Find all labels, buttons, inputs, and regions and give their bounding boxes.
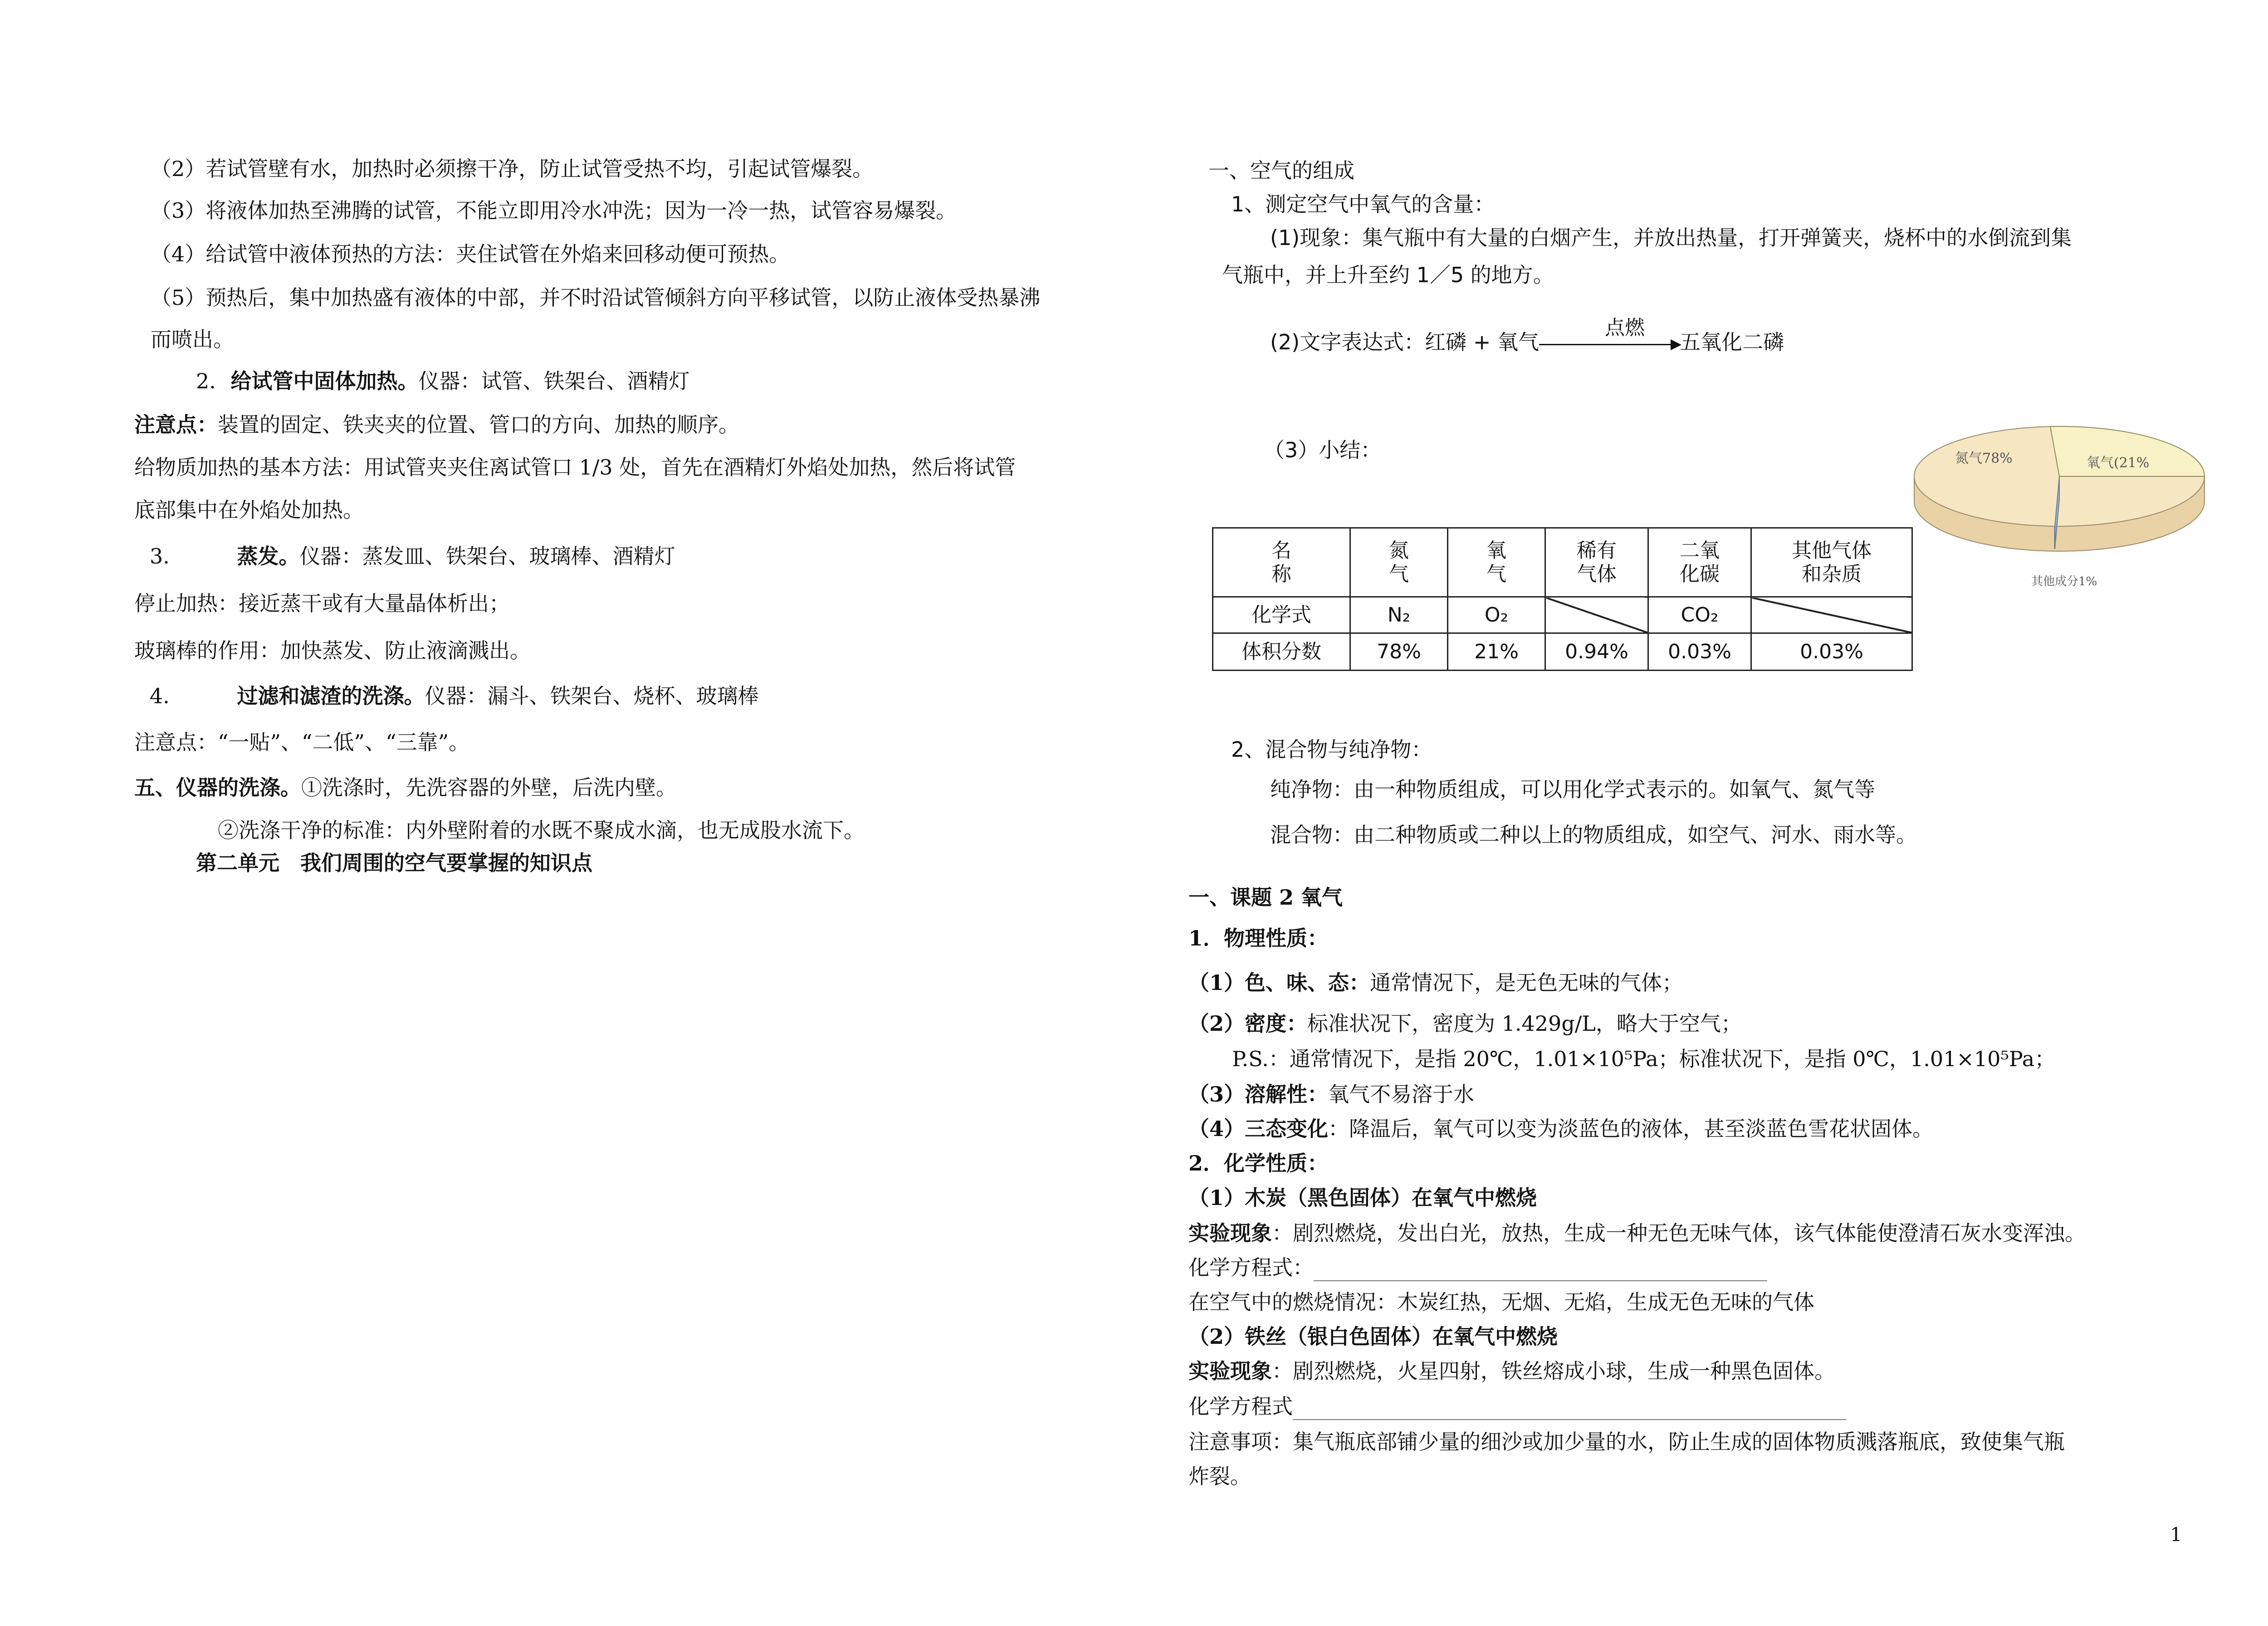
text-line: （5）预热后，集中加热盛有液体的中部，并不时沿试管倾斜方向平移试管，以防止液体受热暴沸	[151, 285, 1041, 310]
property-line: （4）三态变化：降温后，氧气可以变为淡蓝色的液体，甚至淡蓝色雪花状固体。	[1188, 1117, 1934, 1141]
table-cell-slash	[1751, 597, 1912, 633]
heading: 一、空气的组成	[1208, 158, 1354, 183]
text-line: 注意事项：集气瓶底部铺少量的细沙或加少量的水，防止生成的固体物质溅落瓶底，致使集气瓶	[1188, 1430, 2065, 1454]
table-row	[1213, 528, 1912, 597]
section-item-4: 4. 过滤和滤渣的洗涤。仪器：漏斗、铁架台、烧杯、玻璃棒	[150, 684, 759, 708]
equation-line: 化学方程式：	[1188, 1254, 1767, 1281]
text-line: (1)现象：集气瓶中有大量的白烟产生，并放出热量，打开弹簧夹，烧杯中的水倒流到集	[1270, 225, 2072, 250]
heading: （1）木炭（黑色固体）在氧气中燃烧	[1188, 1185, 1537, 1210]
table-cell: 其他气体 和杂质	[1751, 528, 1912, 597]
table-cell: N₂	[1350, 597, 1448, 633]
heading: 1．物理性质：	[1188, 926, 1329, 950]
note-line: 注意点：装置的固定、铁夹夹的位置、管口的方向、加热的顺序。	[134, 412, 739, 437]
text-line: 而喷出。	[151, 327, 234, 352]
text-line: 纯净物：由一种物质组成，可以用化学式表示的。如氧气、氮气等	[1270, 777, 1875, 802]
text-line: （2）若试管壁有水，加热时必须擦干净，防止试管受热不均，引起试管爆裂。	[151, 157, 874, 181]
table-cell: 化学式	[1213, 597, 1350, 633]
table-cell: 0.03%	[1648, 633, 1751, 671]
table-cell-slash	[1545, 597, 1648, 633]
table-row	[1213, 633, 1912, 671]
text-line: 注意点：“一贴”、“二低”、“三靠”。	[134, 730, 470, 754]
text-line: （3）将液体加热至沸腾的试管，不能立即用冷水冲洗；因为一冷一热，试管容易爆裂。	[151, 198, 957, 223]
wash-heading: 五、仪器的洗涤。①洗涤时，先洗容器的外壁，后洗内壁。	[134, 775, 677, 800]
table-cell: O₂	[1448, 597, 1545, 633]
text-line: 炸裂。	[1188, 1464, 1251, 1489]
table-cell: 名 称	[1213, 528, 1350, 597]
text-line: P.S.：通常情况下，是指 20℃，1.01×10⁵Pa；标准状况下，是指 0℃，1.01×10⁵Pa；	[1232, 1047, 2056, 1071]
property-line: （1）色、味、态：通常情况下，是无色无味的气体；	[1188, 970, 1683, 995]
equation-line: 化学方程式	[1188, 1393, 1846, 1420]
text-line: 玻璃棒的作用：加快蒸发、防止液滴溅出。	[134, 638, 531, 663]
text-line: 气瓶中，并上升至约 1／5 的地方。	[1222, 263, 1554, 287]
section-item-2: 2. 给试管中固体加热。仪器：试管、铁架台、酒精灯	[196, 369, 690, 393]
table-cell: 体积分数	[1213, 633, 1350, 671]
unit-title: 第二单元 我们周围的空气要掌握的知识点	[196, 851, 592, 875]
text-line: 在空气中的燃烧情况：木炭红热，无烟、无焰，生成无色无味的气体	[1188, 1290, 1814, 1314]
experiment-line: 实验现象：剧烈燃烧，发出白光，放热，生成一种无色无味气体，该气体能使澄清石灰水变浑浊。	[1188, 1221, 2086, 1245]
table-cell: 21%	[1448, 633, 1545, 671]
heading: 2、混合物与纯净物：	[1231, 737, 1432, 762]
heading: （2）铁丝（银白色固体）在氧气中燃烧	[1188, 1324, 1558, 1349]
table-cell: 78%	[1350, 633, 1448, 671]
text-line: 停止加热：接近蒸干或有大量晶体析出；	[134, 591, 510, 616]
pie-label-other: 其他成分1%	[2031, 575, 2097, 588]
table-cell: 氧 气	[1448, 528, 1545, 597]
table-cell: 0.94%	[1545, 633, 1648, 671]
heading: 一、课题 2 氧气	[1188, 885, 1343, 910]
text-line: 底部集中在外焰处加热。	[134, 498, 364, 522]
text-line: 给物质加热的基本方法：用试管夹夹住离试管口 1/3 处，首先在酒精灯外焰处加热，然后将试管	[134, 455, 1016, 480]
table-cell: 二氧 化碳	[1648, 528, 1751, 597]
table-row	[1213, 597, 1912, 633]
summary-label: （3）小结：	[1264, 438, 1382, 462]
text-line: 混合物：由二种物质或二种以上的物质组成，如空气、河水、雨水等。	[1270, 823, 1917, 847]
text-line: ②洗涤干净的标准：内外壁附着的水既不聚成水滴，也无成股水流下。	[218, 818, 865, 842]
section-item-3: 3. 蒸发。仪器：蒸发皿、铁架台、玻璃棒、酒精灯	[150, 544, 675, 568]
property-line: （2）密度：标准状况下，密度为 1.429g/L，略大于空气；	[1188, 1011, 1742, 1036]
page-number: 1	[2170, 1523, 2182, 1546]
table-cell: CO₂	[1648, 597, 1751, 633]
experiment-line: 实验现象：剧烈燃烧，火星四射，铁丝熔成小球，生成一种黑色固体。	[1188, 1359, 1835, 1383]
table-cell: 氮 气	[1350, 528, 1448, 597]
heading: 1、测定空气中氧气的含量：	[1231, 192, 1495, 216]
reaction-condition: 点燃	[1605, 316, 1645, 339]
word-equation: (2)文字表达式：红磷 + 氧气 五氧化二磷	[1270, 330, 1784, 354]
equation-blank	[1314, 1260, 1767, 1281]
air-composition-table	[1212, 527, 1913, 671]
property-line: （3）溶解性：氧气不易溶于水	[1188, 1082, 1475, 1107]
pie-label-nitrogen: 氮气78%	[1955, 451, 2013, 466]
table-cell: 0.03%	[1751, 633, 1912, 671]
heading: 2．化学性质：	[1188, 1151, 1329, 1175]
equation-blank	[1293, 1399, 1846, 1420]
text-line: （4）给试管中液体预热的方法：夹住试管在外焰来回移动便可预热。	[151, 242, 790, 266]
air-composition-pie	[1905, 399, 2223, 590]
pie-label-oxygen: 氧气(21%	[2087, 455, 2150, 471]
table-cell: 稀有 气体	[1545, 528, 1648, 597]
